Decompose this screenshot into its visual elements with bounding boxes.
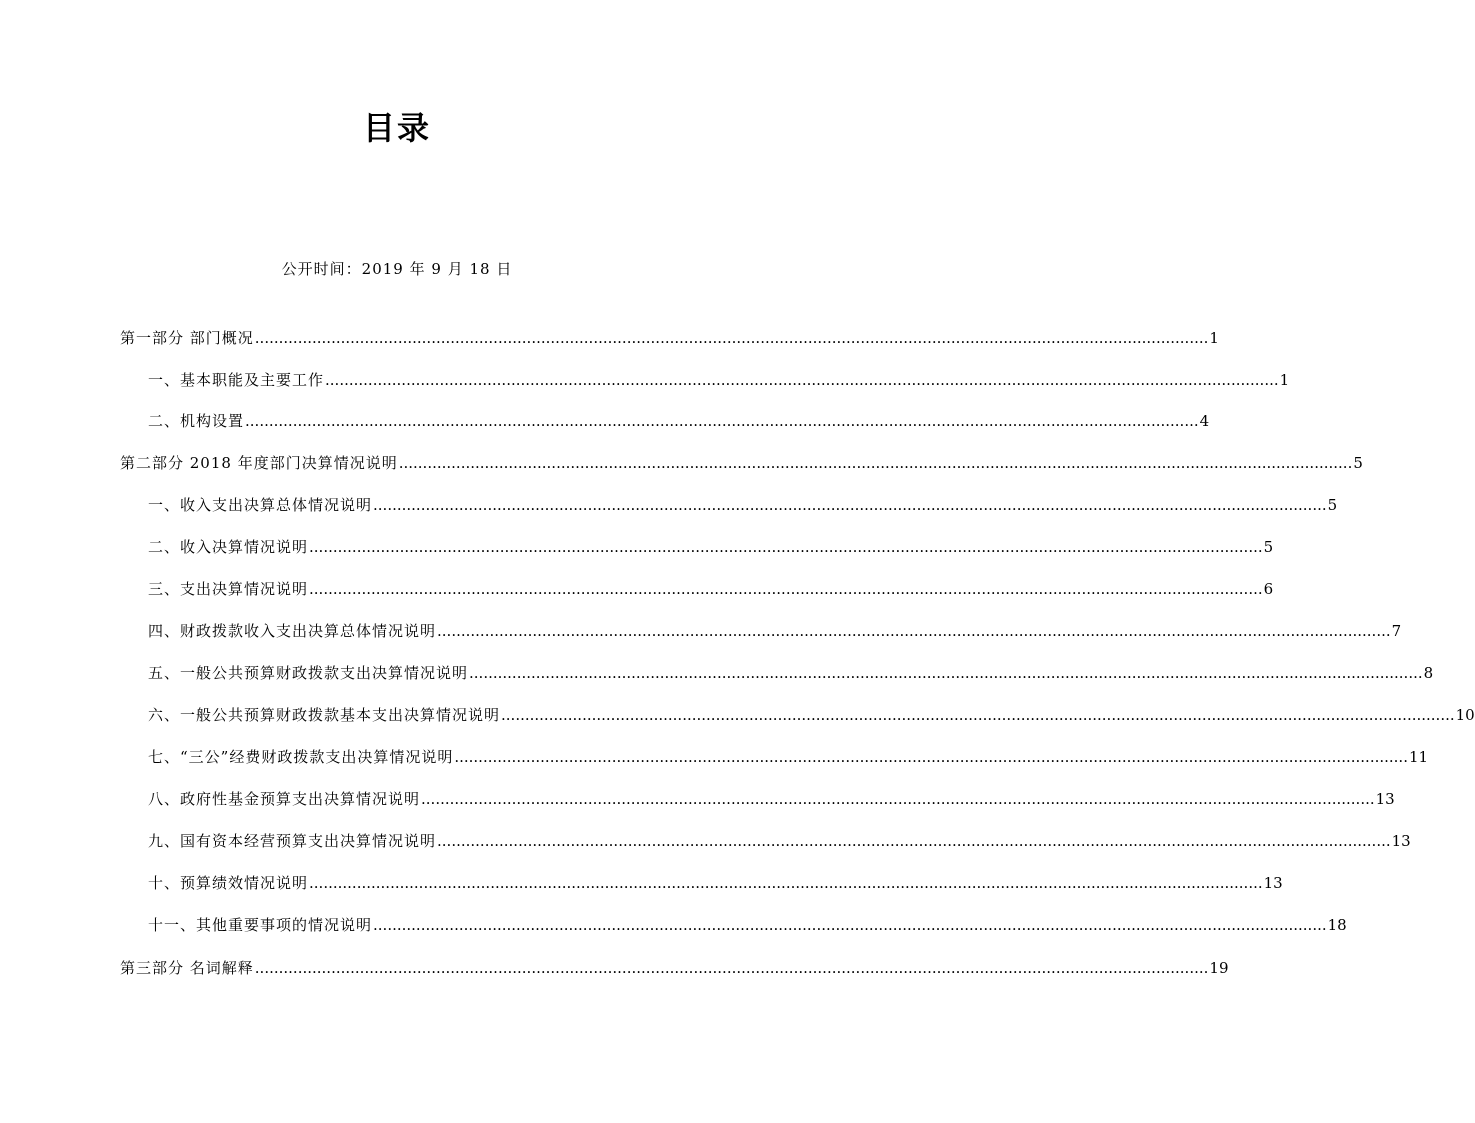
toc-entry-label: 五、一般公共预算财政拨款支出决算情况说明 — [148, 664, 469, 682]
toc-entry-section[interactable] — [148, 786, 1395, 810]
toc-leader-dots: ........................................................................................................................................................................................................ — [309, 580, 1263, 598]
toc-page-number: 13 — [1375, 790, 1395, 808]
toc-page-number: 13 — [1263, 874, 1283, 892]
toc-entry-label: 一、收入支出决算总体情况说明 — [148, 496, 373, 514]
toc-entry-section[interactable] — [148, 702, 1475, 726]
toc-leader-dots: ........................................................................................................................................................................................................ — [454, 748, 1408, 766]
publish-time: 公开时间：2019 年 9 月 18 日 — [281, 260, 513, 278]
toc-entry-section[interactable] — [148, 870, 1283, 894]
toc-entry-section[interactable] — [148, 660, 1434, 684]
toc-page-number: 6 — [1263, 580, 1274, 598]
toc-page-number: 1 — [1279, 371, 1290, 389]
toc-leader-dots: ........................................................................................................................................................................................................ — [398, 454, 1353, 472]
toc-entry-label: 一、基本职能及主要工作 — [148, 371, 325, 389]
toc-entry-section[interactable] — [148, 828, 1411, 852]
toc-leader-dots: ........................................................................................................................................................................................................ — [373, 916, 1327, 934]
toc-entry-label: 八、政府性基金预算支出决算情况说明 — [148, 790, 421, 808]
page-title: 目录 — [362, 109, 431, 147]
toc-entry-part-1[interactable] — [120, 325, 1219, 349]
toc-leader-dots: ........................................................................................................................................................................................................ — [373, 496, 1327, 514]
toc-leader-dots: ........................................................................................................................................................................................................ — [245, 412, 1199, 430]
toc-page-number: 8 — [1423, 664, 1434, 682]
toc-entry-label: 十、预算绩效情况说明 — [148, 874, 309, 892]
toc-page-number: 5 — [1353, 454, 1363, 472]
toc-entry-section[interactable] — [148, 492, 1338, 516]
toc-leader-dots: ........................................................................................................................................................................................................ — [309, 538, 1263, 556]
toc-page-number: 10 — [1455, 706, 1475, 724]
toc-entry-part-2[interactable] — [120, 450, 1363, 474]
toc-entry-section[interactable] — [148, 912, 1347, 936]
toc-entry-label: 第一部分 部门概况 — [120, 329, 254, 347]
toc-leader-dots: ........................................................................................................................................................................................................ — [437, 832, 1391, 850]
toc-page-number: 5 — [1263, 538, 1274, 556]
toc-entry-part-3[interactable] — [120, 955, 1229, 979]
toc-page-number: 4 — [1199, 412, 1210, 430]
toc-leader-dots: ........................................................................................................................................................................................................ — [254, 959, 1209, 977]
toc-leader-dots: ........................................................................................................................................................................................................ — [254, 329, 1209, 347]
toc-leader-dots: ........................................................................................................................................................................................................ — [421, 790, 1375, 808]
toc-entry-label: 六、一般公共预算财政拨款基本支出决算情况说明 — [148, 706, 501, 724]
toc-entry-label: 第二部分 2018 年度部门决算情况说明 — [120, 454, 398, 472]
toc-entry-label: 二、机构设置 — [148, 412, 245, 430]
toc-entry-label: 第三部分 名词解释 — [120, 959, 254, 977]
toc-leader-dots: ........................................................................................................................................................................................................ — [437, 622, 1391, 640]
toc-entry-section[interactable] — [148, 618, 1402, 642]
toc-page-number: 5 — [1327, 496, 1338, 514]
toc-entry-section[interactable] — [148, 534, 1274, 558]
toc-entry-label: 九、国有资本经营预算支出决算情况说明 — [148, 832, 437, 850]
toc-page-number: 18 — [1327, 916, 1347, 934]
toc-leader-dots: ........................................................................................................................................................................................................ — [469, 664, 1423, 682]
toc-page-number: 1 — [1209, 329, 1219, 347]
toc-entry-label: 七、“三公”经费财政拨款支出决算情况说明 — [148, 748, 454, 766]
toc-entry-section[interactable] — [148, 744, 1429, 768]
toc-entry-section[interactable] — [148, 408, 1210, 432]
toc-leader-dots: ........................................................................................................................................................................................................ — [501, 706, 1455, 724]
toc-entry-label: 十一、其他重要事项的情况说明 — [148, 916, 373, 934]
toc-entry-section[interactable] — [148, 576, 1274, 600]
toc-page-number: 19 — [1209, 959, 1229, 977]
toc-page-number: 7 — [1391, 622, 1402, 640]
toc-leader-dots: ........................................................................................................................................................................................................ — [325, 371, 1279, 389]
toc-entry-label: 三、支出决算情况说明 — [148, 580, 309, 598]
toc-leader-dots: ........................................................................................................................................................................................................ — [309, 874, 1263, 892]
toc-page-number: 13 — [1391, 832, 1411, 850]
toc-entry-section[interactable] — [148, 367, 1290, 391]
toc-entry-label: 四、财政拨款收入支出决算总体情况说明 — [148, 622, 437, 640]
toc-page-number: 11 — [1408, 748, 1429, 766]
toc-entry-label: 二、收入决算情况说明 — [148, 538, 309, 556]
